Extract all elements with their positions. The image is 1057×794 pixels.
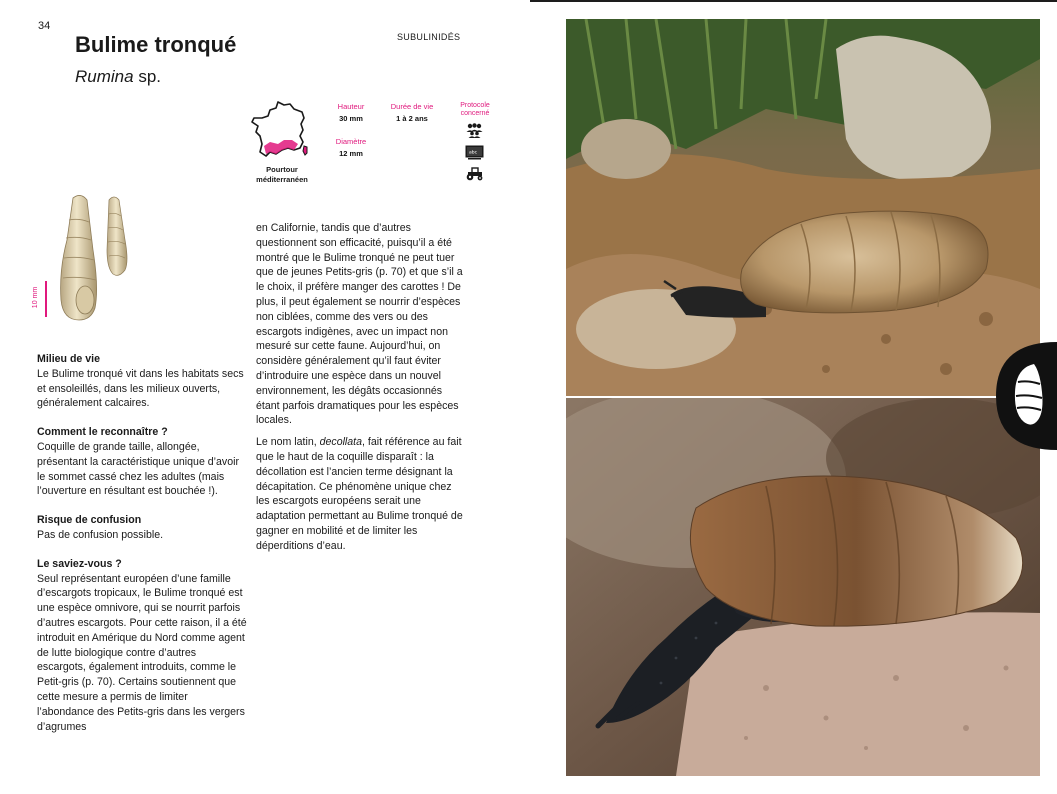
- section-heading: Comment le reconnaître ?: [37, 426, 168, 439]
- stat-lifespan-value: 1 à 2 ans: [396, 114, 428, 123]
- snail-tab-marker: [996, 342, 1057, 450]
- section-text: Coquille de grande taille, allongée, présentant la caractéristique unique d’avoir le sommet cassé chez les adultes (mais l’ouverture en résultant est bouchée !).: [37, 440, 239, 498]
- species-suffix: sp.: [133, 67, 161, 86]
- svg-text:abc: abc: [469, 150, 478, 156]
- page-number: 34: [38, 20, 51, 32]
- text-column-2: [256, 221, 464, 561]
- stat-lifespan: [384, 102, 440, 124]
- stat-height-value: 30 mm: [339, 114, 363, 123]
- etymology-end: , fait référence au fait que le haut de la coquille disparaît : la décollation est l’ancien terme désignant la décapitation. Ce phénomène unique chez les escargots européens serait une adaptation permettant au Bulime tronqué de gagner en mobilité et de limiter les déperditions d’eau.: [256, 436, 463, 552]
- header-rule: [530, 0, 1057, 2]
- section-habitat: [37, 352, 247, 411]
- stat-height: [328, 102, 374, 124]
- school-board-icon: [465, 145, 484, 160]
- stat-diameter-value: 12 mm: [339, 149, 363, 158]
- stat-height-label: Hauteur: [337, 102, 365, 111]
- section-identification: [37, 425, 247, 499]
- stat-lifespan-label: Durée de vie: [390, 102, 434, 111]
- section-text: Seul représentant européen d’une famille d’escargots tropicaux, le Bulime tronqué est une espèce omnivore, qui se nourrit parfois d’autres escargots. Pour cette raison, il a été introduit en Amérique du Nord comme agent de lutte biologique contre d’autres escargots, également introduits, comme le Petit-gris (p. 70). Certains soutiennent que cette mesure a permis de limiter l’abondance des Petits-gris dans les vergers d’agrumes: [37, 572, 247, 733]
- section-text: Pas de confusion possible.: [37, 528, 164, 541]
- protocol-label-line2: concerné: [460, 110, 490, 117]
- latin-name: decollata: [319, 436, 363, 449]
- map-caption-line1: Pourtour: [266, 165, 298, 174]
- protocol-label: [453, 102, 497, 118]
- section-heading: Le saviez-vous ?: [37, 557, 122, 570]
- section-heading: Risque de confusion: [37, 514, 142, 527]
- map-caption: [240, 165, 324, 185]
- stat-diameter: [328, 137, 374, 159]
- snail-photo-top: [566, 19, 1040, 396]
- section-did-you-know: [37, 557, 247, 735]
- protocol-label-line1: Protocole: [460, 102, 490, 109]
- map-caption-line2: méditerranéen: [256, 175, 308, 184]
- snail-photo-bottom: [566, 398, 1040, 776]
- people-icon: [465, 123, 484, 138]
- paragraph-continuation: en Californie, tandis que d’autres questionnent son efficacité, puisqu’il a été montré que le Bulime tronqué ne peut tuer que de jeunes Petits-gris (p. 70) et que s’il a le choix, il préfère manger des carottes ! De plus, il peut également se nourrir d’espèces non ciblées, comme des vers ou des escargots indigènes, avec un impact non mesuré sur cette faune. Aujourd’hui, on considère généralement qu’il faut éviter d’introduire une espèce dans un nouvel environnement, les dégâts occasionnés étant parfois dramatiques pour les espèces locales.: [256, 222, 463, 427]
- paragraph-etymology: [256, 435, 464, 553]
- family-label: SUBULINIDÉS: [397, 32, 461, 42]
- genus-name: Rumina: [75, 67, 134, 86]
- stat-diameter-label: Diamètre: [335, 137, 367, 146]
- scientific-name: [75, 67, 161, 87]
- text-column-1: [37, 352, 247, 748]
- section-confusion: [37, 513, 247, 543]
- etymology-start: Le nom latin,: [256, 436, 320, 449]
- section-heading: Milieu de vie: [37, 353, 100, 365]
- scale-label: 10 mm: [32, 286, 40, 309]
- france-distribution-map: [250, 100, 310, 162]
- page-title: Bulime tronqué: [75, 32, 237, 57]
- shell-illustration: [55, 190, 145, 325]
- section-text: Le Bulime tronqué vit dans les habitats secs et ensoleillés, dans les milieux ouverts, généralement calcaires.: [37, 367, 244, 410]
- scale-bar: [45, 281, 47, 317]
- tractor-icon: [465, 166, 484, 181]
